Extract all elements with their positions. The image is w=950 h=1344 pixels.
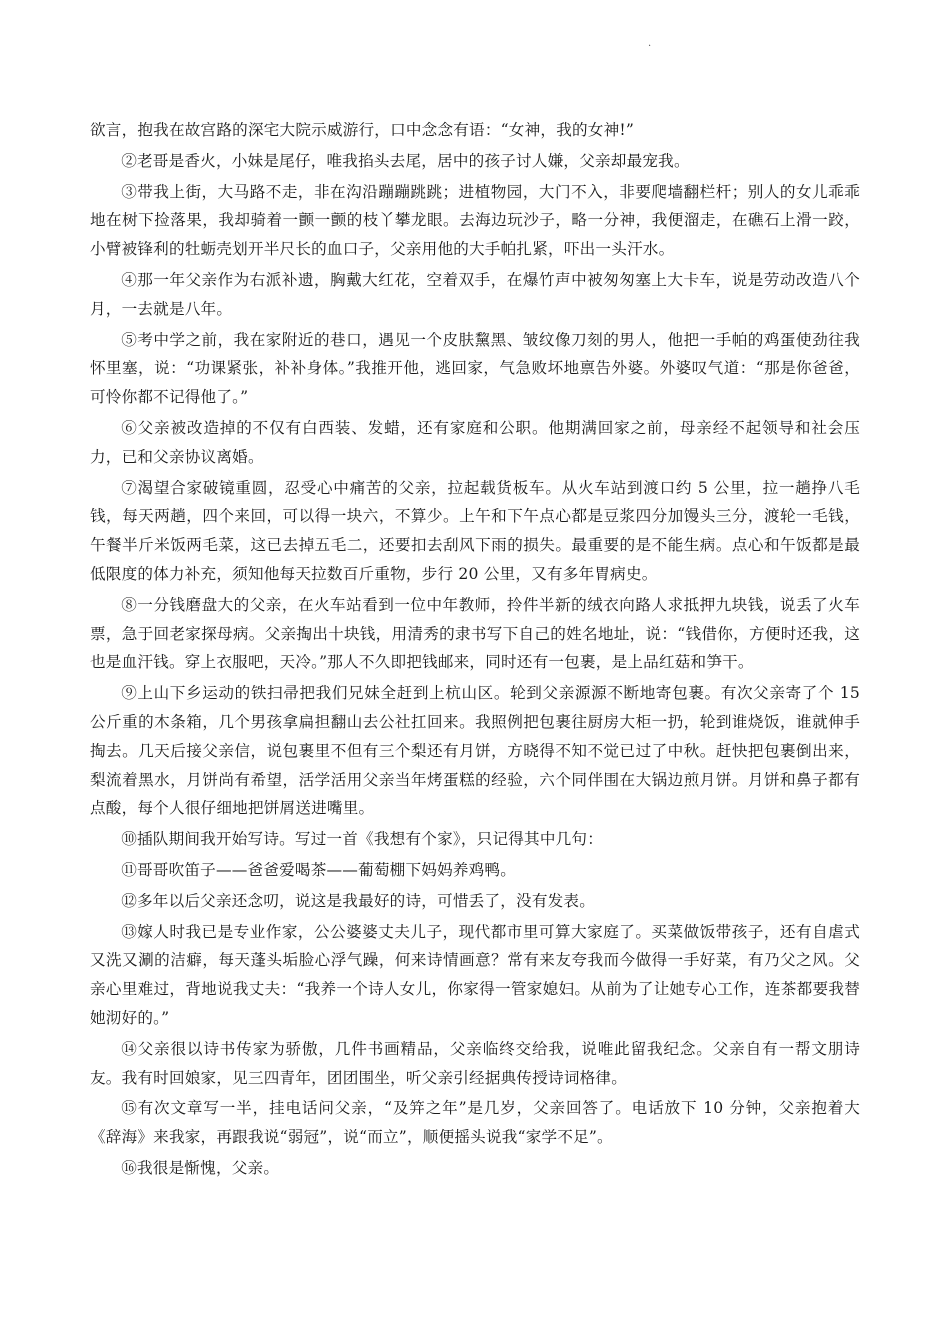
paragraph-3: ③带我上街，大马路不走，非在沟沿蹦蹦跳跳；进植物园，大门不入，非要爬墙翻栏杆；别人的女儿乖乖地在树下捡落果，我却骑着一颤一颤的枝丫攀龙眼。去海边玩沙子，略一分神，我便溜走，在礁石上滑一跤，小臂被锋利的牡蛎壳划开半尺长的血口子，父亲用他的大手帕扎紧，吓出一头汗水。 xyxy=(90,182,860,259)
paragraph-4: ④那一年父亲作为右派补遗，胸戴大红花，空着双手，在爆竹声中被匆匆塞上大卡车，说是劳动改造八个月，一去就是八年。 xyxy=(90,270,860,318)
paragraph-continued: 欲言，抱我在故宫路的深宅大院示威游行，口中念念有语：“女神，我的女神!” xyxy=(90,121,635,139)
paragraph-8: ⑧一分钱磨盘大的父亲，在火车站看到一位中年教师，拎件半新的绒衣向路人求抵押九块钱，说丢了火车票，急于回老家探母病。父亲掏出十块钱，用清秀的隶书写下自己的姓名地址，说：“钱借你，方便时还我，这也是血汗钱。穿上衣服吧，天冷。”那人不久即把钱邮来，同时还有一包裹，是上品红菇和笋干。 xyxy=(90,595,860,672)
paragraph-2: ②老哥是香火，小妹是尾仔，唯我掐头去尾，居中的孩子讨人嫌，父亲却最宠我。 xyxy=(121,151,690,170)
paragraph-10: ⑩插队期间我开始写诗。写过一首《我想有个家》，只记得其中几句： xyxy=(121,830,603,849)
paragraph-6: ⑥父亲被改造掉的不仅有白西装、发蜡，还有家庭和公职。他期满回家之前，母亲经不起领导和社会压力，已和父亲协议离婚。 xyxy=(90,418,860,466)
page-dot-mark: . xyxy=(648,38,652,49)
paragraph-15: ⑮有次文章写一半，挂电话问父亲，“及笄之年”是几岁，父亲回答了。电话放下 10 分钟，父亲抱着大《辞海》来我家，再跟我说“弱冠”，说“而立”，顺便摇头说我“家学不足”。 xyxy=(90,1099,860,1147)
paragraph-7: ⑦渴望合家破镜重圆，忍受心中痛苦的父亲，拉起载货板车。从火车站到渡口约 5 公里，拉一趟挣八毛钱，每天两趟，四个来回，可以得一块六，不算少。上午和下午点心都是豆浆四分加馒头三分，渡轮一毛钱，午餐半斤米饭两毛菜，这已去掉五毛二，还要扣去刮风下雨的损失。最重要的是不能生病。点心和午饭都是最低限度的体力补充，须知他每天拉数百斤重物，步行 20 公里，又有多年胃病史。 xyxy=(90,478,860,583)
paragraph-12: ⑫多年以后父亲还念叨，说这是我最好的诗，可惜丢了，没有发表。 xyxy=(121,891,596,910)
paragraph-14: ⑭父亲很以诗书传家为骄傲，几件书画精品，父亲临终交给我，说唯此留我纪念。父亲自有一帮文朋诗友。我有时回娘家，见三四青年，团团围坐，听父亲引经据典传授诗词格律。 xyxy=(90,1039,860,1087)
paragraph-5: ⑤考中学之前，我在家附近的巷口，遇见一个皮肤黧黑、皱纹像刀刻的男人，他把一手帕的鸡蛋使劲往我怀里塞，说：“功课紧张，补补身体。”我推开他，逃回家，气急败坏地禀告外婆。外婆叹气道：“那是你爸爸，可怜你都不记得他了。” xyxy=(90,330,860,407)
paragraph-11: ⑪哥哥吹笛子——爸爸爱喝茶——葡萄棚下妈妈养鸡鸭。 xyxy=(121,860,517,879)
paragraph-16: ⑯我很是惭愧，父亲。 xyxy=(121,1158,280,1177)
article-body xyxy=(90,116,860,1185)
paragraph-13: ⑬嫁人时我已是专业作家，公公婆婆丈夫儿子，现代都市里可算大家庭了。买菜做饭带孩子，还有自虐式又洗又涮的洁癖，每天蓬头垢脸心浮气躁，何来诗情画意？常有来友夸我而今做得一手好菜，有乃父之风。父亲心里难过，背地说我丈夫：“我养一个诗人女儿，你家得一管家媳妇。从前为了让她专心工作，连茶都要我替她沏好的。” xyxy=(90,922,860,1027)
paragraph-9: ⑨上山下乡运动的铁扫帚把我们兄妹全赶到上杭山区。轮到父亲源源不断地寄包裹。有次父亲寄了个 15 公斤重的木条箱，几个男孩拿扁担翻山去公社扛回来。我照例把包裹往厨房大柜一扔，轮到谁烧饭，谁就伸手掏去。几天后接父亲信，说包裹里不但有三个梨还有月饼，方晓得不知不觉已过了中秋。赶快把包裹倒出来，梨流着黑水，月饼尚有希望，活学活用父亲当年烤蛋糕的经验，六个同伴围在大锅边煎月饼。月饼和鼻子都有点酸，每个人很仔细地把饼屑送进嘴里。 xyxy=(90,684,860,818)
